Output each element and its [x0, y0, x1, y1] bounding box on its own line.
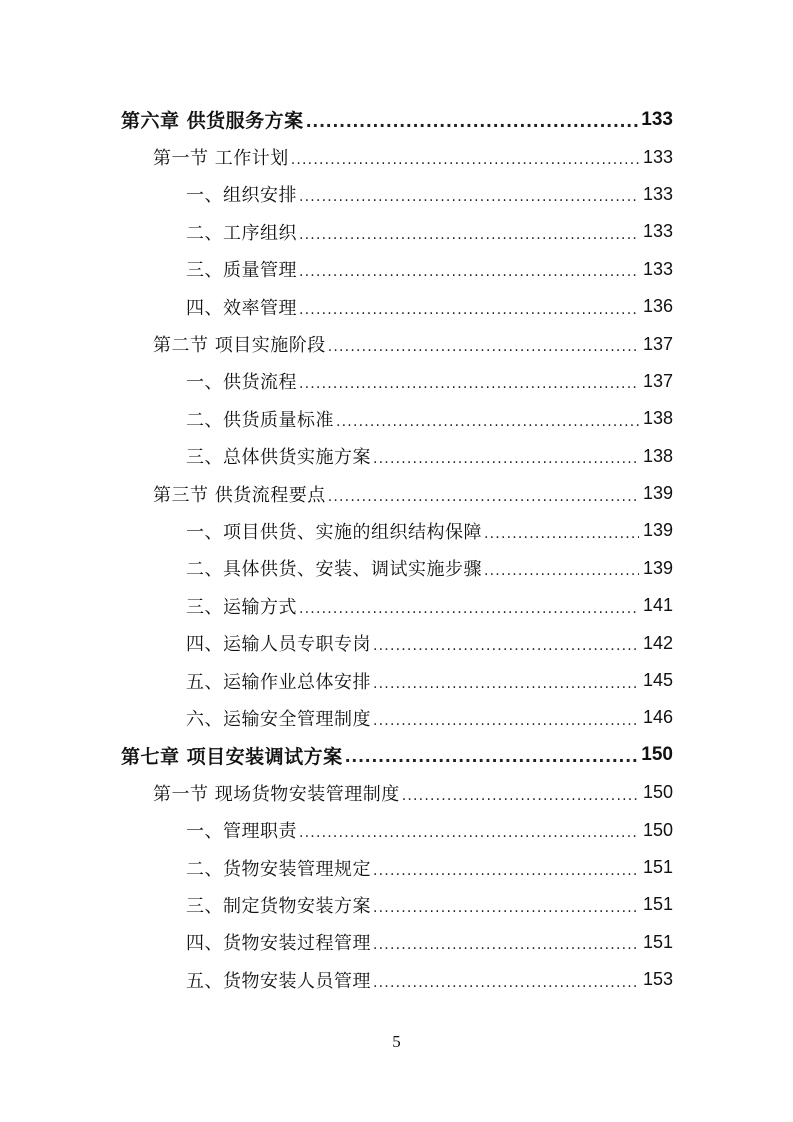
toc-entry-page: 137 [642, 370, 673, 391]
toc-entry-label: 二、工序组织 [186, 222, 297, 244]
toc-entry-page: 133 [642, 183, 673, 204]
toc-entry-item[interactable] [0, 849, 793, 886]
toc-entry-item[interactable] [0, 400, 793, 437]
dot-leader [291, 149, 639, 169]
toc-entry-label: 二、供货质量标准 [186, 409, 334, 431]
toc-entry-label: 一、组织安排 [186, 185, 297, 207]
toc-entry-item[interactable] [0, 624, 793, 661]
toc-entry-page: 133 [642, 146, 673, 167]
dot-leader [373, 897, 639, 917]
toc-entry-page: 133 [642, 221, 673, 242]
toc-entry-item[interactable] [0, 924, 793, 961]
dot-leader [402, 785, 639, 805]
dot-leader [373, 860, 639, 880]
table-of-contents [0, 101, 793, 998]
toc-entry-chapter-7[interactable] [0, 737, 793, 774]
toc-entry-label: 四、运输人员专职专岗 [186, 634, 371, 656]
toc-entry-label: 五、运输作业总体安排 [186, 671, 371, 693]
toc-entry-section[interactable] [0, 325, 793, 362]
dot-leader [345, 747, 639, 767]
toc-entry-page: 150 [642, 782, 673, 803]
toc-entry-label: 第一节 现场货物安装管理制度 [153, 783, 400, 805]
toc-entry-page: 139 [642, 520, 673, 541]
page-number: 5 [392, 1032, 401, 1051]
toc-entry-page: 150 [642, 819, 673, 840]
toc-entry-page: 146 [642, 707, 673, 728]
toc-entry-label: 三、总体供货实施方案 [186, 447, 371, 469]
toc-entry-item[interactable] [0, 512, 793, 549]
toc-entry-page: 151 [642, 931, 673, 952]
toc-entry-page: 139 [642, 483, 673, 504]
toc-entry-page: 137 [642, 333, 673, 354]
toc-entry-label: 三、质量管理 [186, 260, 297, 282]
toc-entry-chapter-6[interactable] [0, 101, 793, 138]
dot-leader [373, 710, 639, 730]
toc-entry-item[interactable] [0, 176, 793, 213]
toc-entry-item[interactable] [0, 438, 793, 475]
toc-entry-page: 136 [642, 296, 673, 317]
dot-leader [336, 411, 639, 431]
dot-leader [299, 598, 639, 618]
toc-entry-label: 六、运输安全管理制度 [186, 708, 371, 730]
toc-entry-page: 153 [642, 969, 673, 990]
dot-leader [299, 261, 639, 281]
toc-entry-page: 145 [642, 670, 673, 691]
toc-entry-section[interactable] [0, 774, 793, 811]
toc-entry-page: 133 [641, 108, 673, 130]
toc-entry-label: 一、管理职责 [186, 821, 297, 843]
dot-leader [484, 523, 639, 543]
toc-entry-label: 第二节 项目实施阶段 [153, 335, 326, 357]
toc-entry-label: 三、制定货物安装方案 [186, 895, 371, 917]
toc-entry-label: 第一节 工作计划 [153, 148, 289, 170]
toc-entry-label: 一、供货流程 [186, 372, 297, 394]
toc-entry-page: 139 [642, 557, 673, 578]
dot-leader [306, 112, 639, 132]
dot-leader [299, 373, 639, 393]
toc-entry-page: 133 [642, 258, 673, 279]
toc-entry-page: 138 [642, 408, 673, 429]
toc-entry-item[interactable] [0, 550, 793, 587]
toc-entry-page: 141 [642, 595, 673, 616]
toc-entry-item[interactable] [0, 363, 793, 400]
dot-leader [299, 299, 639, 319]
toc-entry-label: 二、具体供货、安装、调试实施步骤 [186, 559, 482, 581]
toc-entry-item[interactable] [0, 811, 793, 848]
toc-entry-item[interactable] [0, 587, 793, 624]
toc-entry-label: 二、货物安装管理规定 [186, 858, 371, 880]
toc-entry-page: 150 [641, 744, 673, 766]
toc-entry-page: 151 [642, 857, 673, 877]
toc-entry-label: 四、效率管理 [186, 297, 297, 319]
toc-entry-section[interactable] [0, 138, 793, 175]
toc-entry-label: 五、货物安装人员管理 [186, 970, 371, 992]
dot-leader [484, 560, 639, 580]
toc-entry-item[interactable] [0, 886, 793, 923]
dot-leader [299, 822, 639, 842]
toc-entry-page: 138 [642, 445, 673, 466]
dot-leader [299, 224, 639, 244]
toc-entry-section[interactable] [0, 475, 793, 512]
toc-entry-label: 一、项目供货、实施的组织结构保障 [186, 521, 482, 543]
toc-entry-label: 第六章 供货服务方案 [121, 110, 304, 133]
toc-entry-page: 142 [642, 632, 673, 653]
toc-entry-label: 三、运输方式 [186, 596, 297, 618]
toc-entry-label: 第七章 项目安装调试方案 [121, 745, 343, 768]
toc-entry-item[interactable] [0, 699, 793, 736]
dot-leader [373, 934, 639, 954]
toc-entry-item[interactable] [0, 251, 793, 288]
toc-entry-item[interactable] [0, 288, 793, 325]
toc-entry-item[interactable] [0, 213, 793, 250]
dot-leader [373, 635, 639, 655]
dot-leader [328, 486, 639, 506]
dot-leader [299, 186, 639, 206]
toc-entry-page: 151 [642, 894, 673, 915]
toc-entry-label: 四、货物安装过程管理 [186, 933, 371, 955]
toc-entry-item[interactable] [0, 662, 793, 699]
dot-leader [328, 336, 639, 356]
toc-entry-label: 第三节 供货流程要点 [153, 484, 326, 506]
dot-leader [373, 448, 639, 468]
dot-leader [373, 673, 639, 693]
dot-leader [373, 972, 639, 992]
toc-entry-item[interactable] [0, 961, 793, 998]
